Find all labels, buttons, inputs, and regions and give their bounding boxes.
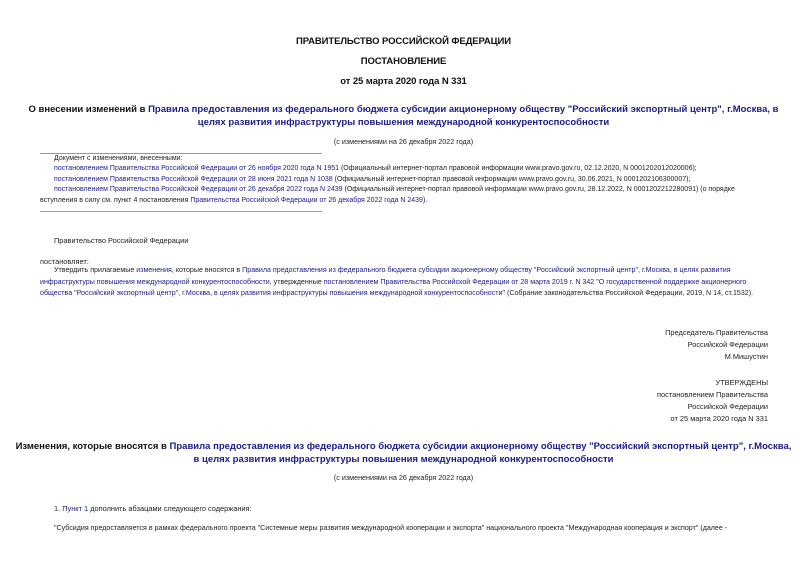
resolves-label: постановляет: <box>40 257 89 266</box>
rules-link[interactable]: Правила предоставления из федерального бюджета субсидии акционерному обществу "Российский экспортный центр", г.Москва, в целях развития <box>242 266 731 274</box>
changes-intro: Документ с изменениями, внесенными: <box>54 155 183 162</box>
document-type-heading: ПОСТАНОВЛЕНИЕ <box>360 56 447 67</box>
document-title <box>0 103 807 129</box>
change-item: постановлением Правительства Российской Федерации от 26 декабря 2022 года N 2439 (Официальный интернет-портал правовой информации www.pravo.gov.ru, 28.12.2022, N 0001202212280091) (о порядке <box>54 186 735 194</box>
approval-line-2: постановлением Правительства <box>657 390 768 399</box>
approval-line-4: от 25 марта 2020 года N 331 <box>670 414 768 423</box>
signature-block <box>548 327 768 363</box>
annex-title <box>0 440 807 466</box>
change-link-2439[interactable]: постановлением Правительства Российской Федерации от 26 декабря 2022 года N 2439 <box>54 186 343 194</box>
divider-bottom <box>40 211 322 212</box>
change-item: постановлением Правительства Российской Федерации от 28 июня 2021 года N 1038 (Официальный интернет-портал правовой информации www.pravo.gov.ru, 30.06.2021, N 0001202106300007); <box>54 175 691 183</box>
title-prefix: О внесении изменений в <box>28 104 149 115</box>
annex-title-prefix: Изменения, которые вносятся в <box>15 441 170 452</box>
approval-line-3: Российской Федерации <box>687 402 768 411</box>
change-link-1951[interactable]: постановлением Правительства Российской Федерации от 26 ноября 2020 года N 1951 <box>54 165 340 173</box>
annex-revision-note: (с изменениями на 26 декабря 2022 года) <box>333 473 474 482</box>
document-date-number: от 25 марта 2020 года N 331 <box>340 76 467 87</box>
change-item: постановлением Правительства Российской Федерации от 26 ноября 2020 года N 1951 (Официальный интернет-портал правовой информации www.pravo.gov.ru, 02.12.2020, N 0001202012020006); <box>54 165 697 173</box>
rules-link-cont[interactable]: инфраструктуры повышения международной конкурентоспособности <box>40 277 270 286</box>
decree-342-link-cont[interactable]: общества "Российский экспортный центр", г.Москва, в целях развития инфраструктуры повышения международной конкурентоспособности" <box>40 289 506 298</box>
government-heading: ПРАВИТЕЛЬСТВО РОССИЙСКОЙ ФЕДЕРАЦИИ <box>296 36 511 47</box>
approval-block <box>548 377 768 425</box>
signature-position: Председатель Правительства <box>665 328 768 337</box>
signature-org: Российской Федерации <box>687 340 768 349</box>
change-link-2439-ref[interactable]: Правительства Российской Федерации от 26 декабря 2022 года N 2439 <box>190 196 423 204</box>
changes-block <box>40 154 780 206</box>
point-1-link[interactable]: Пункт 1 <box>62 504 89 513</box>
revision-note: (с изменениями на 26 декабря 2022 года) <box>333 137 474 146</box>
approval-title: УТВЕРЖДЕНЫ <box>715 378 768 387</box>
signature-name: М.Мишустин <box>724 352 768 361</box>
decree-paragraph: Утвердить прилагаемые изменения, которые вносятся в Правила предоставления из федерального бюджета субсидии акционерному обществу "Российский экспортный центр", г.Москва, в целях развития инфраструктуры повышения международной конкурентоспособности, утвержденные постановлением Правительства Российской Федерации от 28 марта 2019 г. N 342 "О государственной поддержке акционерного общества "Российский экспортный центр", г.Москва, в целях развития инфраструктуры повышения международной конкурентоспособности" (Собрание законодательства Российской Федерации, 2019, N 14, ст.1532). <box>40 266 754 298</box>
issuer: Правительство Российской Федерации <box>54 236 189 245</box>
changes-link[interactable]: изменения <box>136 266 172 274</box>
change-link-1038[interactable]: постановлением Правительства Российской Федерации от 28 июня 2021 года N 1038 <box>54 175 333 183</box>
change-item-continuation: вступления в силу см. пункт 4 постановления Правительства Российской Федерации от 26 декабря 2022 года N 2439). <box>40 196 428 204</box>
title-rules-link[interactable]: Правила предоставления из федерального бюджета субсидии акционерному обществу "Российский экспортный центр", г.Москва, в целях развития инфраструктуры повышения международной конкурентоспособности <box>148 104 779 128</box>
annex-quote: "Субсидия предоставляется в рамках федерального проекта "Системные меры развития международной кооперации и экспорта" национального проекта "Международная кооперация и экспорт" (далее - <box>54 524 728 532</box>
annex-rules-link[interactable]: Правила предоставления из федерального бюджета субсидии акционерному обществу "Российский экспортный центр", г.Москва, в целях развития инфраструктуры повышения международной конкурентоспособности <box>169 441 792 465</box>
decree-342-link[interactable]: постановлением Правительства Российской Федерации от 28 марта 2019 г. N 342 "О государственной поддержке акционерного <box>323 277 747 286</box>
annex-item-1: 1. Пункт 1 дополнить абзацами следующего содержания: <box>54 504 252 513</box>
